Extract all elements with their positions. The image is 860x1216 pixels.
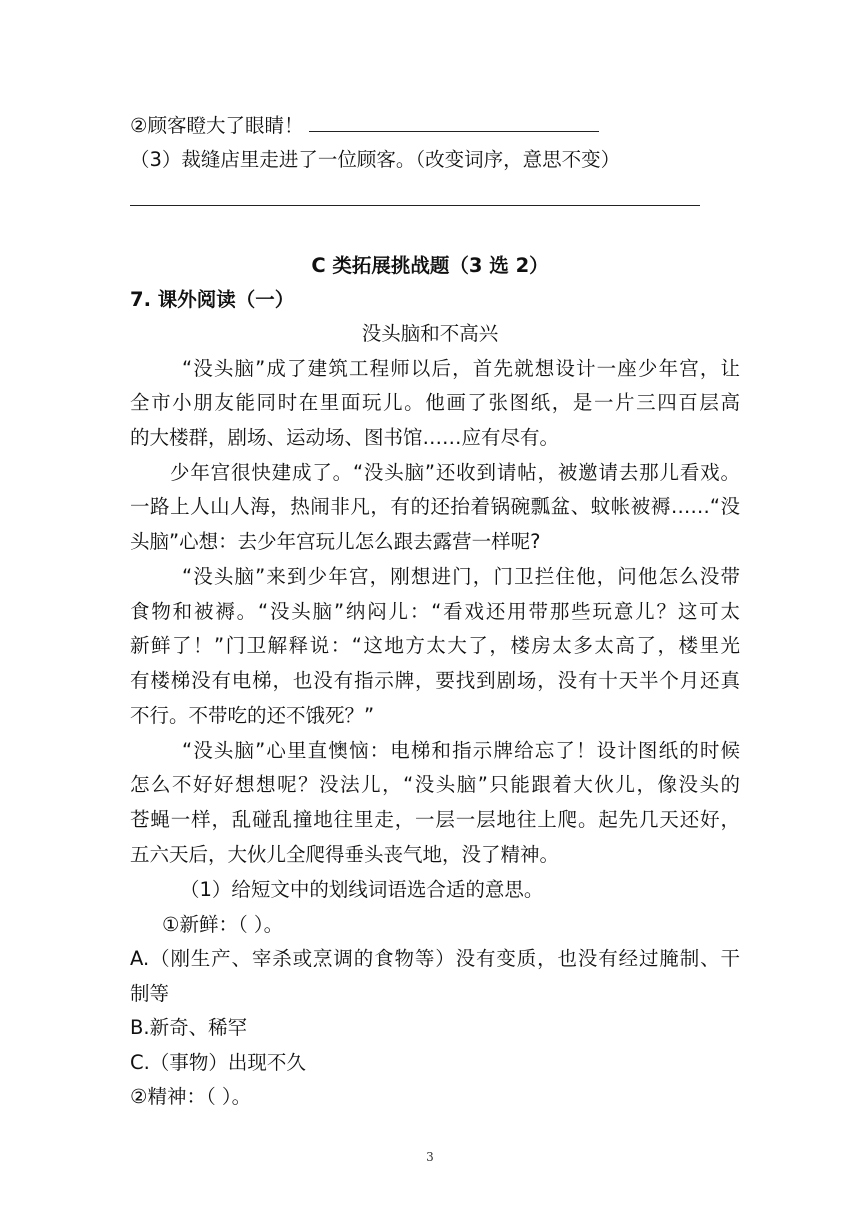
item-1-xinxian: ①新鲜：（ ）。 [162, 913, 284, 936]
paragraph-4-line-2: 怎么不好好想想呢？没法儿，“没头脑”只能跟着大伙儿，像没头的 [130, 773, 740, 796]
option-a-line-1: A.（刚生产、宰杀或烹调的食物等）没有变质，也没有经过腌制、干 [130, 947, 740, 970]
question-2-line [130, 109, 740, 143]
item-2-jingshen: ②精神：（ ）。 [130, 1085, 252, 1108]
page-number: 3 [426, 1150, 434, 1164]
paragraph-1-line-1: “没头脑”成了建筑工程师以后，首先就想设计一座少年宫，让 [182, 357, 740, 380]
paragraph-3-line-3: 新鲜了！”门卫解释说：“这地方太大了，楼房太多太高了，楼里光 [130, 634, 740, 657]
question-3-text: （3）裁缝店里走进了一位顾客。（改变词序，意思不变） [130, 148, 621, 171]
paragraph-2-line-3: 头脑”心想：去少年宫玩儿怎么跟去露营一样呢? [130, 530, 541, 553]
paragraph-4-line-1: “没头脑”心里直懊恼：电梯和指示牌给忘了！设计图纸的时候 [182, 739, 740, 762]
paragraph-1-line-2: 全市小朋友能同时在里面玩儿。他画了张图纸，是一片三四百层高 [130, 391, 740, 414]
paragraph-2-line-1: 少年宫很快建成了。“没头脑”还收到请帖，被邀请去那儿看戏。 [170, 461, 740, 484]
section-title: C 类拓展挑战题（3 选 2） [311, 254, 549, 277]
paragraph-2-line-2: 一路上人山人海，热闹非凡，有的还抬着锅碗瓢盆、蚊帐被褥……“没 [130, 495, 740, 518]
option-a-line-2: 制等 [130, 982, 170, 1005]
paragraph-4-line-4: 五六天后，大伙儿全爬得垂头丧气地，没了精神。 [130, 843, 560, 866]
paragraph-3-line-1: “没头脑”来到少年宫，刚想进门，门卫拦住他，问他怎么没带 [182, 565, 740, 588]
question-7-title: 7. 课外阅读（一） [130, 288, 295, 311]
answer-line-3[interactable] [130, 205, 700, 206]
paragraph-3-line-2: 食物和被褥。“没头脑”纳闷儿：“看戏还用带那些玩意儿？这可太 [130, 600, 740, 623]
paragraph-4-line-3: 苍蝇一样，乱碰乱撞地往里走，一层一层地往上爬。起先几天还好， [130, 808, 740, 831]
paragraph-1-line-3: 的大楼群，剧场、运动场、图书馆……应有尽有。 [130, 426, 560, 449]
option-c: C.（事物）出现不久 [130, 1051, 306, 1074]
sub-question-1: （1）给短文中的划线词语选合适的意思。 [180, 878, 544, 901]
question-2-text: ②顾客瞪大了眼睛！ [130, 114, 304, 137]
paragraph-3-line-4: 有楼梯没有电梯，也没有指示牌，要找到剧场，没有十天半个月还真 [130, 669, 740, 692]
option-b: B.新奇、稀罕 [130, 1016, 248, 1039]
story-title: 没头脑和不高兴 [361, 322, 499, 345]
answer-blank-2[interactable] [309, 109, 599, 132]
paragraph-3-line-5: 不行。不带吃的还不饿死？” [130, 704, 375, 727]
